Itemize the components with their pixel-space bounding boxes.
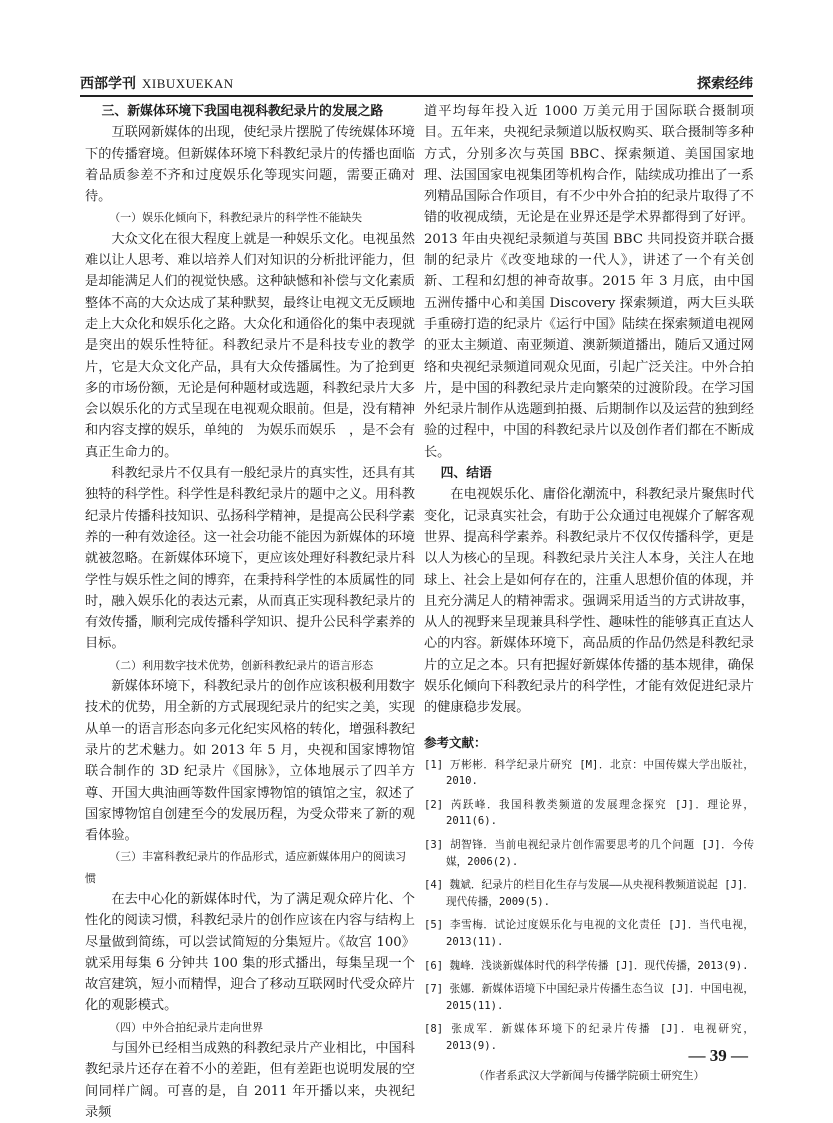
reference-list: [424, 757, 754, 1055]
paragraph: 大众文化在很大程度上就是一种娱乐文化。电视虽然难以让人思考、难以培养人们对知识的分析批评能力，但是却能满足人们的视觉快感。这种缺憾和补偿与文化素质整体不高的大众达成了某种默契，最终让电视文无反顾地走上大众化和娱乐化之路。大众化和通俗化的集中表现就是突出的娱乐性特征。科教纪录片不是科技专业的教学片，它是大众文化产品，具有大众传播属性。为了抢到更多的市场份额，无论是何种题材或选题，科教纪录片大多会以娱乐化的方式呈现在电视观众眼前。但是，没有精神和内容支撑的娱乐，单纯的 为娱乐而娱乐 ，是不会有真正生命力的。: [85, 231, 415, 460]
subsection-heading: （四）中外合拍纪录片走向世界: [109, 1020, 264, 1034]
journal-name-cn: 西部学刊: [80, 76, 136, 92]
section-heading: 三、新媒体环境下我国电视科教纪录片的发展之路: [101, 104, 384, 119]
reference-item: [4] 魏斌．纪录片的栏目化生存与发展——从央视科教频道说起 [J]．现代传播，2009(5).: [424, 879, 754, 908]
subsection-heading: （二）利用数字技术优势，创新科教纪录片的语言形态: [109, 658, 374, 672]
paragraph: 互联网新媒体的出现，使纪录片摆脱了传统媒体环境下的传播窘境。但新媒体环境下科教纪录片的传播也面临着品质参差不齐和过度娱乐化等现实问题，需要正确对待。: [85, 125, 415, 205]
reference-item: [8] 张成军．新媒体环境下的纪录片传播 [J]．电视研究，2013(9).: [424, 1023, 754, 1052]
paragraph: 与国外已经相当成熟的科教纪录片产业相比，中国科教纪录片还存在着不小的差距，但有差距也说明发展的空间同样广阔。可喜的是，自 2011 年开播以来，央视纪录频: [85, 1041, 415, 1120]
page-number: — 39 —: [688, 1046, 748, 1065]
left-column: [85, 101, 415, 1123]
column-name: 探索经纬: [697, 76, 753, 92]
subsection-heading: （一）娱乐化倾向下，科教纪录片的科学性不能缺失: [109, 211, 363, 225]
reference-item: [7] 张娜．新媒体语境下中国纪录片传播生态刍议 [J]．中国电视，2015(11).: [424, 983, 754, 1012]
reference-item: [2] 芮跃峰．我国科教类频道的发展理念探究 [J]．理论界，2011(6).: [424, 798, 754, 828]
journal-name: [80, 73, 234, 93]
reference-item: [3] 胡智锋．当前电视纪录片创作需要思考的几个问题 [J]．今传媒，2006(2).: [424, 838, 754, 868]
reference-item: [1] 万彬彬．科学纪录片研究 [M]．北京：中国传媒大学出版社，2010.: [424, 758, 754, 788]
paragraph: 在电视娱乐化、庸俗化潮流中，科教纪录片聚焦时代变化，记录真实社会，有助于公众通过电视媒介了解客观世界、提高科学素养。科教纪录片不仅仅传播科学，更是以人为核心的呈现。科教纪录片关注人本身，关注人在地球上、社会上是如何存在的，注重人思想价值的体现，并且充分满足人的精神需求。强调采用适当的方式讲故事，从人的视野来呈现兼具科学性、趣味性的能够真正直达人心的内容。新媒体环境下，高品质的作品仍然是科教纪录片的立足之本。只有把握好新媒体传播的基本规律，确保娱乐化倾向下科教纪录片的科学性，才能有效促进纪录片的健康稳步发展。: [424, 487, 754, 716]
references-heading: 参考文献：: [424, 734, 487, 750]
running-head: [80, 73, 753, 93]
subsection-heading: （三）丰富科教纪录片的作品形式，适应新媒体用户的阅读习惯: [85, 850, 407, 885]
reference-item: [5] 李雪梅．试论过度娱乐化与电视的文化责任 [J]．当代电视，2013(11).: [424, 919, 754, 948]
header-rule: [80, 95, 753, 97]
paragraph: 道平均每年投入近 1000 万美元用于国际联合摄制项目。五年来，央视纪录频道以版权购买、联合摄制等多种方式，分别多次与英国 BBC、探索频道、美国国家地理、法国国家电视集团等机构合作，陆续成功推出了一系列精品国际合作项目，有不少中外合拍的纪录片取得了不错的收视成绩，无论是在业界还是学术界都得到了好评。2013 年由央视纪录频道与英国 BBC 共同投资并联合摄制的纪录片《改变地球的一代人》，讲述了一个有关创新、工程和幻想的神奇故事。2015 年 3 月底，由中国五洲传播中心和美国 Discovery 探索频道，两大巨头联手重磅打造的纪录片《运行中国》陆续在探索频道电视网的亚太主频道、南亚频道、澳新频道播出，随后又通过网络和央视纪录频道同观众见面，引起广泛关注。中外合拍片，是中国的科教纪录片走向繁荣的过渡阶段。在学习国外纪录片制作从选题到拍摄、后期制作以及运营的独到经验的过程中，中国的科教纪录片以及创作者们都在不断成长。: [424, 104, 754, 460]
paragraph: 新媒体环境下，科教纪录片的创作应该积极利用数字技术的优势，用全新的方式展现纪录片的纪实之美，实现从单一的语言形态向多元化纪实风格的转化，增强科教纪录片的艺术魅力。如 2013 年 5 月，央视和国家博物馆联合制作的 3D 纪录片《国脉》，立体地展示了四羊方尊、开国大典油画等数件国家博物馆的镇馆之宝，叙述了国家博物馆自创建至今的发展历程，为受众带来了新的观看体验。: [85, 679, 415, 844]
journal-name-pinyin: XIBUXUEKAN: [142, 76, 234, 91]
author-note: （作者系武汉大学新闻与传播学院硕士研究生）: [473, 1068, 705, 1082]
paragraph: 在去中心化的新媒体时代，为了满足观众碎片化、个性化的阅读习惯，科教纪录片的创作应该在内容与结构上尽量做到简练，可以尝试简短的分集短片。《故宫 100》就采用每集 6 分钟共 100 集的形式播出，每集呈现一个故宫建筑，短小而精悍，迎合了移动互联网时代受众碎片化的观影模式。: [85, 891, 415, 1014]
right-column: [424, 101, 754, 1083]
section-heading: 四、结语: [440, 466, 492, 482]
reference-item: [6] 魏峰．浅谈新媒体时代的科学传播 [J]．现代传播，2013(9).: [424, 959, 749, 972]
paragraph: 科教纪录片不仅具有一般纪录片的真实性，还具有其独特的科学性。科学性是科教纪录片的题中之义。用科教纪录片传播科技知识、弘扬科学精神，是提高公民科学素养的一种有效途径。这一社会功能不能因为新媒体的环境就被忽略。在新媒体环境下，更应该处理好科教纪录片科学性与娱乐性之间的博弈，在秉持科学性的本质属性的同时，融入娱乐化的表达元素，从而真正实现科教纪录片的有效传播，顺利完成传播科学知识、提升公民科学素养的目标。: [85, 466, 415, 652]
